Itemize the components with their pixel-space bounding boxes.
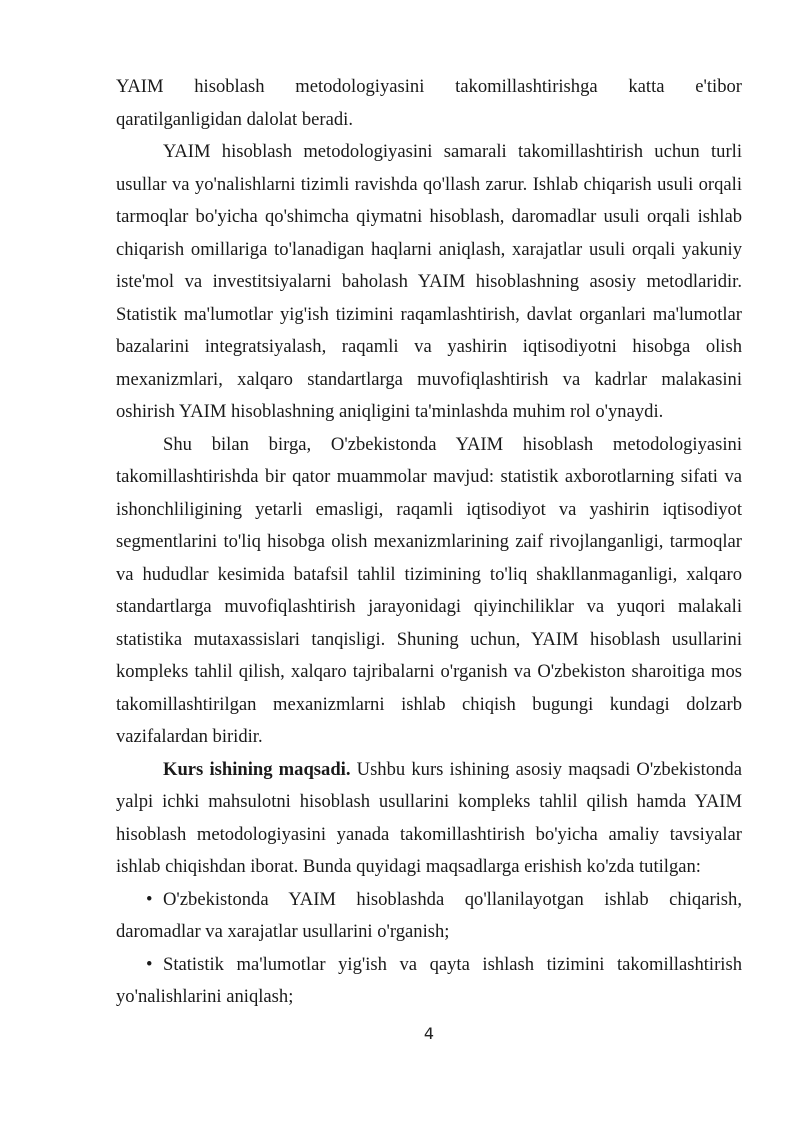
document-body <box>116 71 742 1014</box>
list-item-text: O'zbekistonda YAIM hisoblashda qo'llanilayotgan ishlab chiqarish, daromadlar va xarajatlar usullarini o'rganish; <box>116 888 742 942</box>
list-item <box>116 949 742 1014</box>
bullet-icon: • <box>146 953 153 975</box>
paragraph-goal <box>116 754 742 884</box>
bullet-icon: • <box>146 888 153 910</box>
paragraph-problems: Shu bilan birga, O'zbekistonda YAIM hisoblash metodologiyasini takomillashtirishda bir qator muammolar mavjud: statistik axborotlarning sifati va ishonchliligining yetarli emasligi, raqamli iqtisodiyot va yashirin iqtisodiyot segmentlarini to'liq hisobga olish mexanizmlarining zaif rivojlanganligi, tarmoqlar va hududlar kesimida batafsil tahlil tizimining to'liq shakllanmaganligi, xalqaro standartlarga muvofiqlashtirish jarayonidagi qiyinchiliklar va yuqori malakali statistika mutaxassislari tanqisligi. Shuning uchun, YAIM hisoblash usullarini kompleks tahlil qilish, xalqaro tajribalarni o'rganish va O'zbekiston sharoitiga mos takomillashtirilgan mexanizmlarni ishlab chiqish bugungi kundagi dolzarb vazifalardan biridir. <box>116 433 742 747</box>
page-number: 4 <box>423 1024 435 1043</box>
goal-text: Ushbu kurs ishining asosiy maqsadi O'zbekistonda yalpi ichki mahsulotni hisoblash usullarini kompleks tahlil qilish hamda YAIM hisoblash metodologiyasini yanada takomillashtirish bo'yicha amaliy tavsiyalar ishlab chiqishdan iborat. Bunda quyidagi maqsadlarga erishish ko'zda tutilgan: <box>116 758 742 877</box>
goal-heading: Kurs ishining maqsadi. <box>163 758 351 780</box>
list-item <box>116 884 742 949</box>
list-item-text: Statistik ma'lumotlar yig'ish va qayta ishlash tizimini takomillashtirish yo'nalishlarini aniqlash; <box>116 953 742 1007</box>
paragraph-continuation: YAIM hisoblash metodologiyasini takomillashtirishga katta e'tibor qaratilganligidan dalolat beradi. <box>116 76 742 130</box>
paragraph-methods: YAIM hisoblash metodologiyasini samarali takomillashtirish uchun turli usullar va yo'nalishlarni tizimli ravishda qo'llash zarur. Ishlab chiqarish usuli orqali tarmoqlar bo'yicha qo'shimcha qiymatni hisoblash, daromadlar usuli orqali ishlab chiqarish omillariga to'lanadigan haqlarni aniqlash, xarajatlar usuli orqali yakuniy iste'mol va investitsiyalarni baholash YAIM hisoblashning asosiy metodlaridir. Statistik ma'lumotlar yig'ish tizimini raqamlashtirish, davlat organlari ma'lumotlar bazalarini integratsiyalash, raqamli va yashirin iqtisodiyotni hisobga olish mexanizmlari, xalqaro standartlarga muvofiqlashtirish va kadrlar malakasini oshirish YAIM hisoblashning aniqligini ta'minlashda muhim rol o'ynaydi. <box>116 141 742 422</box>
